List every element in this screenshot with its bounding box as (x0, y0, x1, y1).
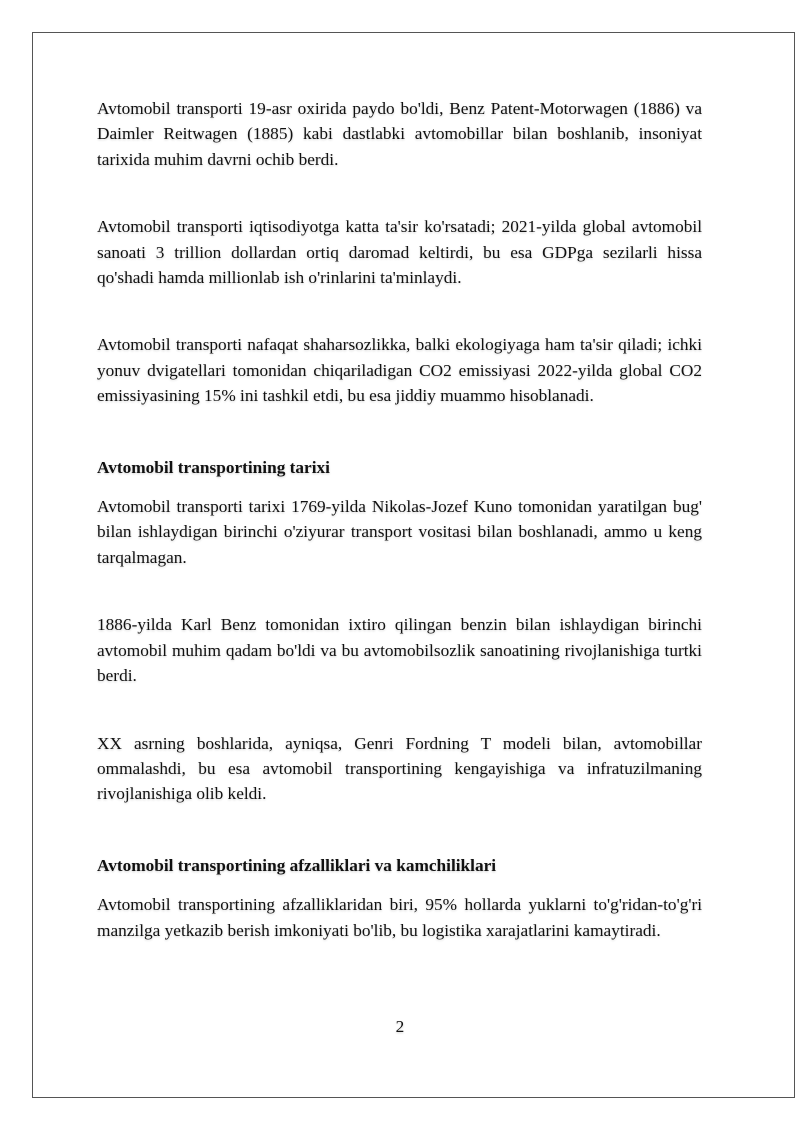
intro-paragraph-2: Avtomobil transporti iqtisodiyotga katta ta'sir ko'rsatadi; 2021-yilda global avtomobil sanoati 3 trillion dollardan ortiq daromad keltirdi, bu esa GDPga sezilarli hissa qo'shadi hamda millionlab ish o'rinlarini ta'minlaydi. (97, 217, 702, 288)
page-content (97, 96, 702, 943)
section-heading-history: Avtomobil transportining tarixi (97, 457, 330, 477)
page-number: 2 (395, 1017, 405, 1036)
intro-paragraph-3: Avtomobil transporti nafaqat shaharsozlikka, balki ekologiyaga ham ta'sir qiladi; ichki yonuv dvigatellari tomonidan chiqariladigan CO2 emissiyasi 2022-yilda global CO2 emissiyasining 15% ini tashkil etdi, bu esa jiddiy muammo hisoblanadi. (97, 335, 702, 406)
intro-paragraph-1: Avtomobil transporti 19-asr oxirida paydo bo'ldi, Benz Patent-Motorwagen (1886) va Daimler Reitwagen (1885) kabi dastlabki avtomobillar bilan boshlanib, insoniyat tarixida muhim davrni ochib berdi. (97, 99, 702, 169)
pros-cons-paragraph-1: Avtomobil transportining afzalliklaridan biri, 95% hollarda yuklarni to'g'ridan-to'g'ri manzilga yetkazib berish imkoniyati bo'lib, bu logistika xarajatlarini kamaytiradi. (97, 895, 702, 940)
history-paragraph-2: 1886-yilda Karl Benz tomonidan ixtiro qilingan benzin bilan ishlaydigan birinchi avtomobil muhim qadam bo'ldi va bu avtomobilsozlik sanoatining rivojlanishiga turtki berdi. (97, 615, 702, 686)
section-heading-pros-cons: Avtomobil transportining afzalliklari va kamchiliklari (97, 855, 497, 875)
history-paragraph-1: Avtomobil transporti tarixi 1769-yilda Nikolas-Jozef Kuno tomonidan yaratilgan bug' bilan ishlaydigan birinchi o'ziyurar transport vositasi bilan boshlanadi, ammo u keng tarqalmagan. (97, 497, 702, 567)
history-paragraph-3: XX asrning boshlarida, ayniqsa, Genri Fordning T modeli bilan, avtomobillar ommalashdi, bu esa avtomobil transportining kengayishiga va infratuzilmaning rivojlanishiga olib keldi. (97, 733, 702, 804)
